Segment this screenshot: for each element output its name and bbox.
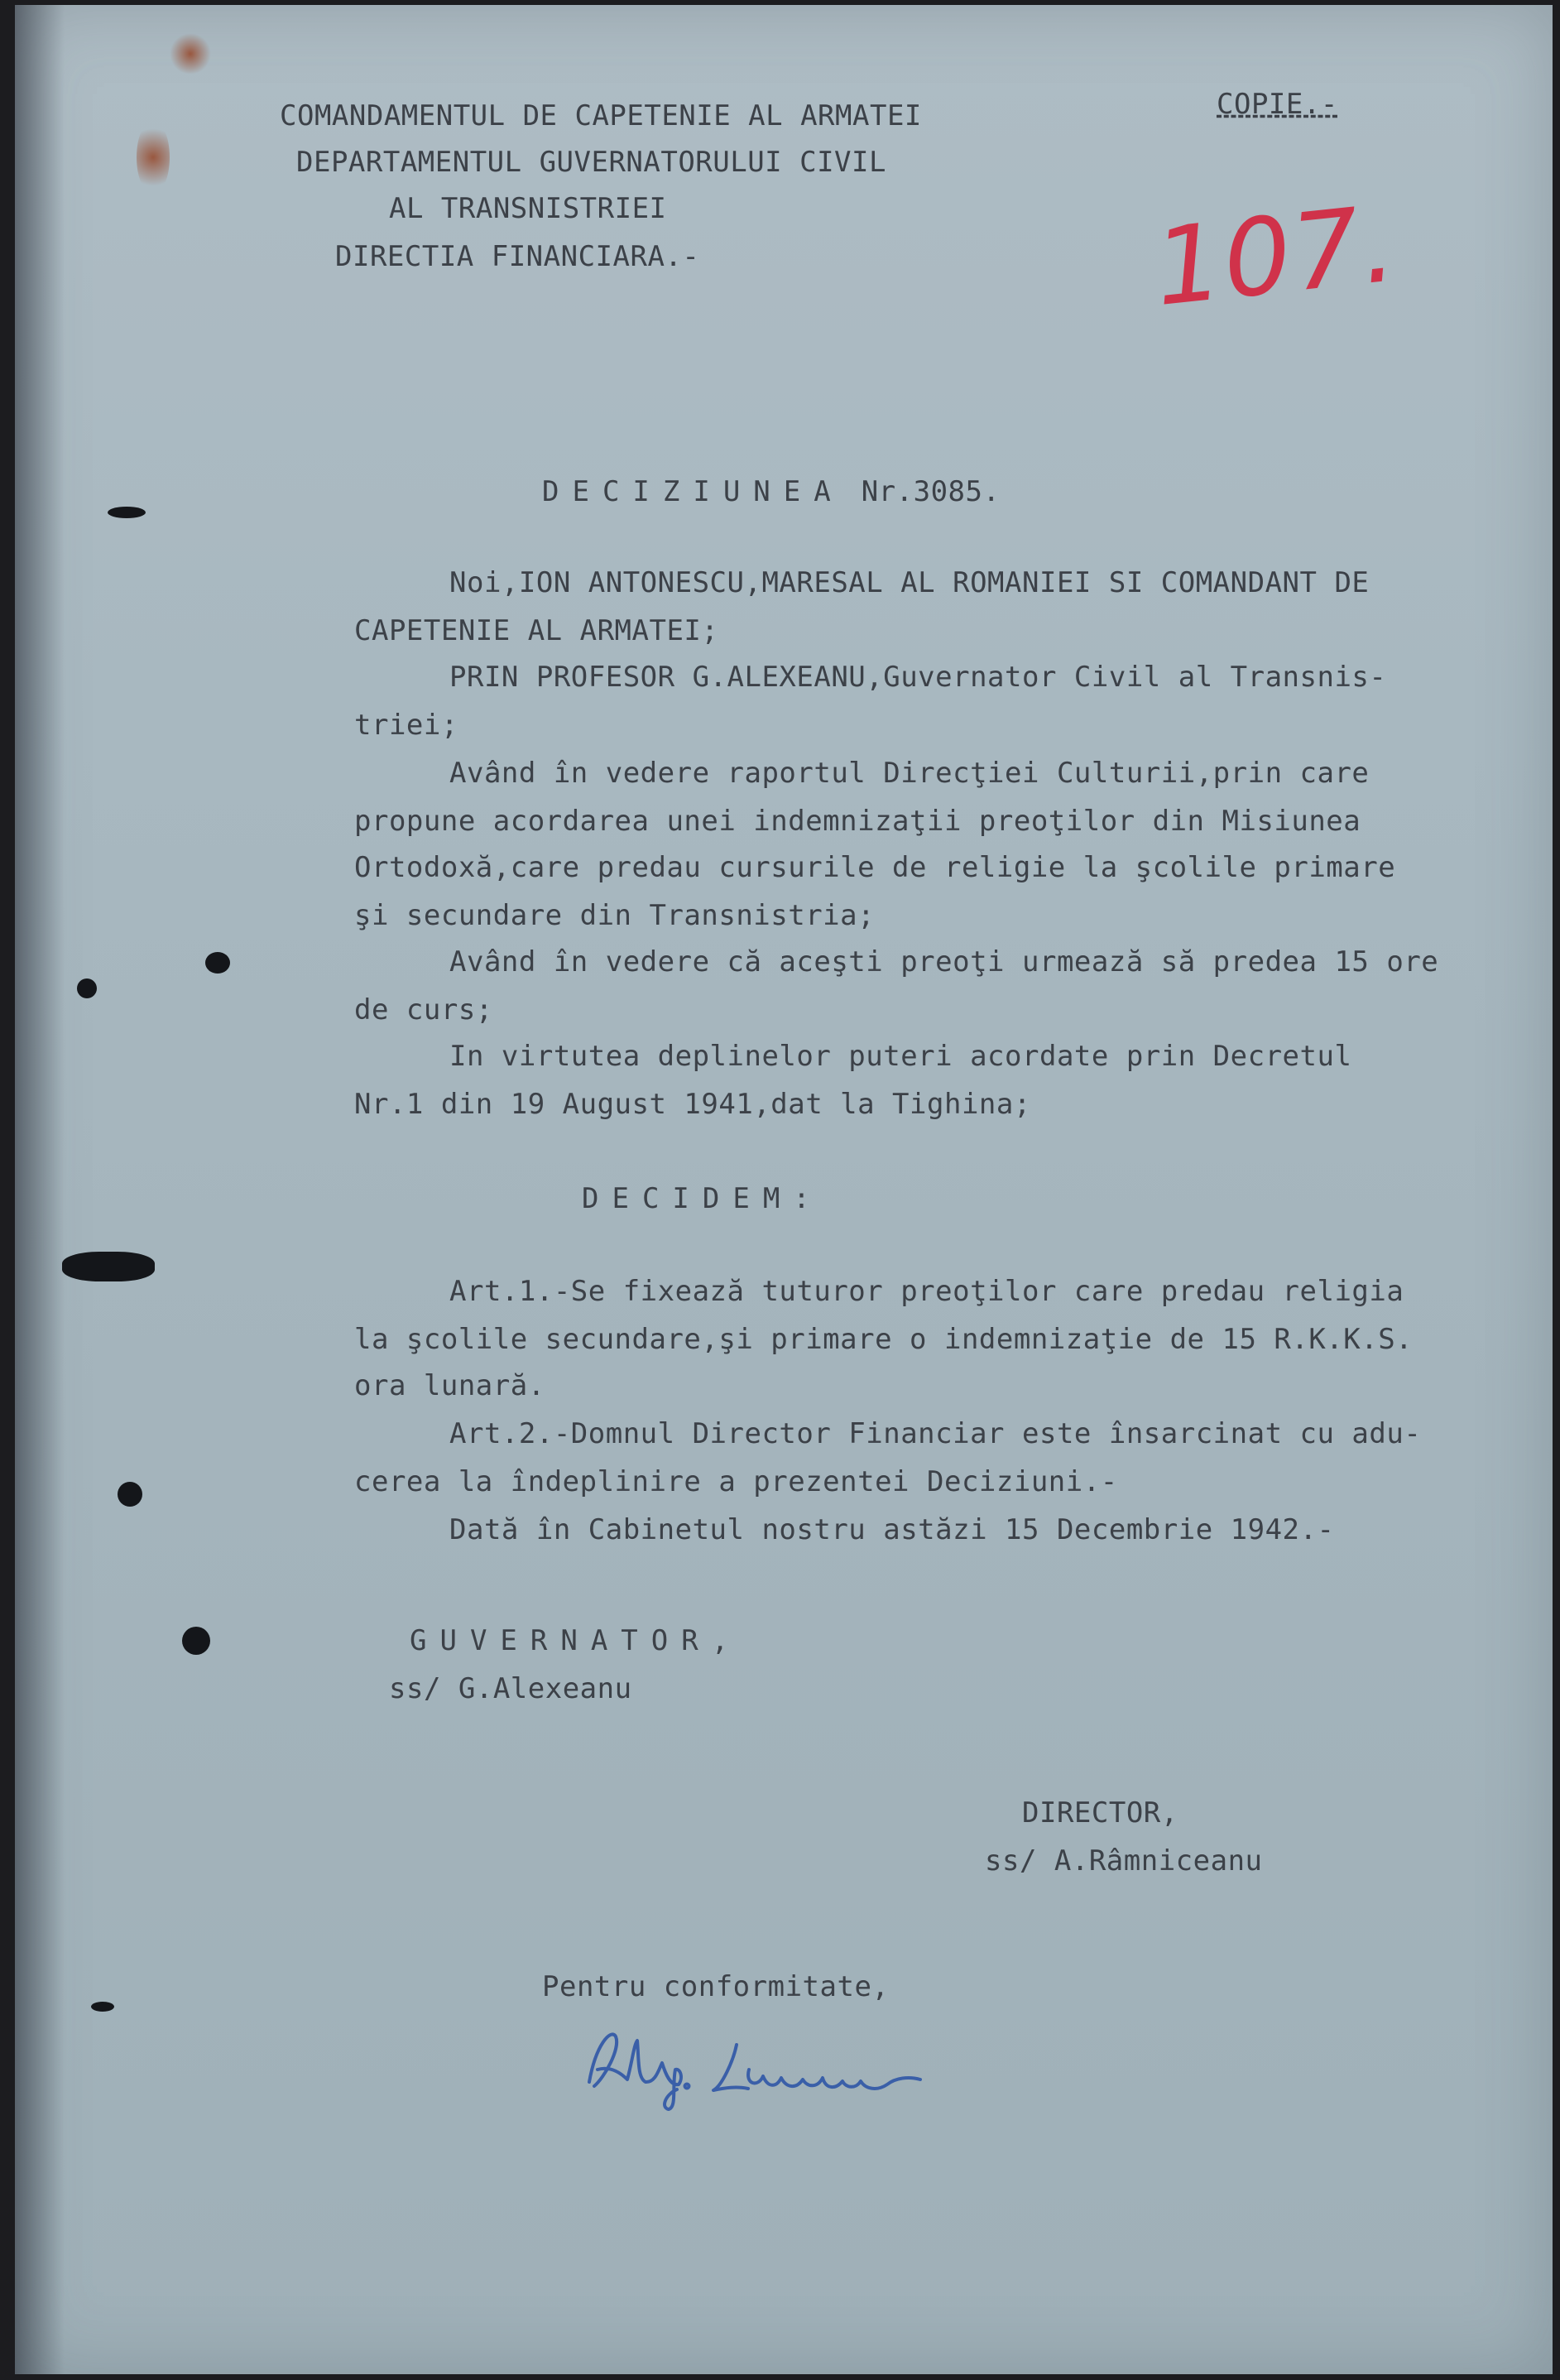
governor-name: ss/ G.Alexeanu <box>389 1672 632 1705</box>
decision-title-word: DECIZIUNEA <box>542 475 844 508</box>
body-line: de curs; <box>354 993 493 1027</box>
decidem-heading: DECIDEM: <box>582 1182 823 1215</box>
punch-hole <box>62 1252 155 1281</box>
punch-hole <box>77 978 97 998</box>
body-line: Având în vedere raportul Direcţiei Culturii,prin care <box>449 757 1370 790</box>
article-line: cerea la îndeplinire a prezentei Deciziuni.- <box>354 1465 1118 1498</box>
header-line-2: DEPARTAMENTUL GUVERNATORULUI CIVIL <box>296 146 886 179</box>
punch-hole <box>182 1627 210 1655</box>
body-line: propune acordarea unei indemnizaţii preoţilor din Misiunea <box>354 805 1361 838</box>
rust-stain <box>170 33 211 75</box>
conformity-line: Pentru conformitate, <box>542 1970 890 2003</box>
folio-number: 107. <box>1149 182 1403 330</box>
body-line: In virtutea deplinelor puteri acordate prin Decretul <box>449 1040 1352 1073</box>
body-line: Ortodoxă,care predau cursurile de religie la şcolile primare <box>354 851 1396 884</box>
decision-title <box>542 469 1000 516</box>
article-line: Art.2.-Domnul Director Financiar este însarcinat cu adu- <box>449 1417 1422 1450</box>
punch-hole <box>118 1482 142 1507</box>
body-line: Noi,ION ANTONESCU,MARESAL AL ROMANIEI SI COMANDANT DE <box>449 566 1370 599</box>
body-line: CAPETENIE AL ARMATEI; <box>354 614 719 647</box>
article-line: ora lunară. <box>354 1369 545 1402</box>
header-line-1: COMANDAMENTUL DE CAPETENIE AL ARMATEI <box>280 99 922 132</box>
body-line: şi secundare din Transnistria; <box>354 899 876 932</box>
rust-stain <box>137 120 170 195</box>
decision-number: Nr.3085. <box>861 475 1001 508</box>
body-line: triei; <box>354 709 458 742</box>
punch-hole <box>108 507 146 518</box>
header-line-3: AL TRANSNISTRIEI <box>389 192 667 225</box>
body-line: Având în vedere că aceşti preoţi urmează să predea 15 ore <box>449 945 1439 978</box>
article-line: la şcolile secundare,şi primare o indemnizaţie de 15 R.K.K.S. <box>354 1323 1414 1356</box>
article-line: Dată în Cabinetul nostru astăzi 15 Decembrie 1942.- <box>449 1513 1335 1546</box>
punch-hole <box>205 952 230 974</box>
handwritten-signature <box>579 2012 943 2119</box>
copy-label: COPIE.- <box>1217 88 1338 121</box>
header-line-4: DIRECTIA FINANCIARA.- <box>335 240 700 273</box>
director-title: DIRECTOR, <box>1022 1796 1178 1829</box>
article-line: Art.1.-Se fixează tuturor preoţilor care predau religia <box>449 1275 1404 1308</box>
governor-title: GUVERNATOR, <box>410 1624 742 1657</box>
director-name: ss/ A.Râmniceanu <box>985 1844 1263 1878</box>
paper-edge-shadow <box>15 5 65 2374</box>
punch-hole <box>91 2002 114 2012</box>
body-line: PRIN PROFESOR G.ALEXEANU,Guvernator Civil al Transnis- <box>449 661 1387 694</box>
body-line: Nr.1 din 19 August 1941,dat la Tighina; <box>354 1088 1031 1121</box>
